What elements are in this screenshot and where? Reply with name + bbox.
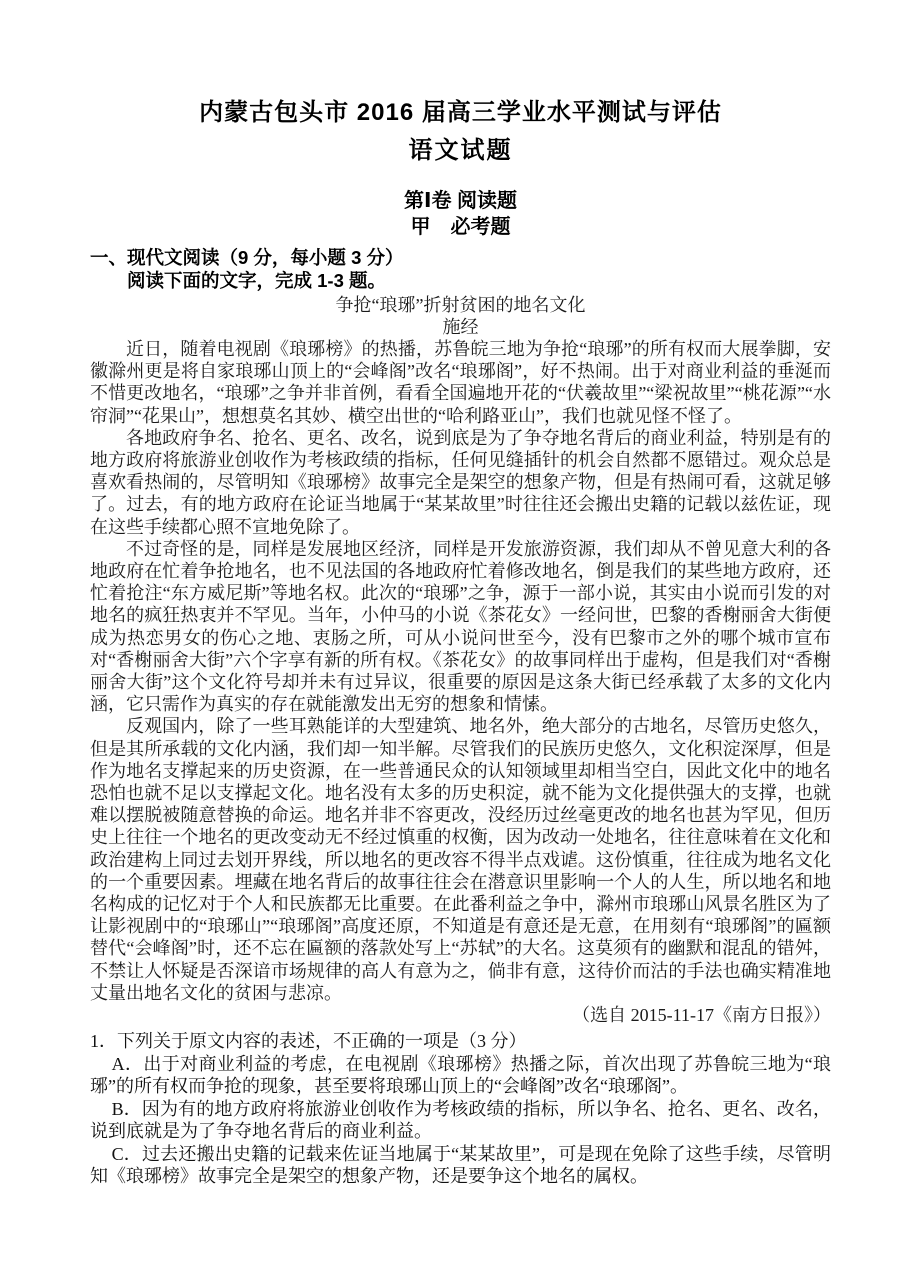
article-paragraph-4: 反观国内，除了一些耳熟能详的大型建筑、地名外，绝大部分的古地名，尽管历史悠久，但是其所承载的文化内涵，我们却一知半解。尽管我们的民族历史悠久，文化积淀深厚，但是作为地名支撑起来的历史资源，在一些普通民众的认知领域里却相当空白，因此文化中的地名恐怕也就不足以支撑起文化。地名没有太多的历史积淀，就不能为文化提供强大的支撑，也就难以摆脱被随意替换的命运。地名并非不容更改，没经历过丝毫更改的地名也甚为罕见，但历史上往往一个地名的更改变动无不经过慎重的权衡，因为改动一处地名，往往意味着在文化和政治建构上同过去划开界线，所以地名的更改容不得半点戏谑。这份慎重，往往成为地名文化的一个重要因素。埋藏在地名背后的故事往往会在潜意识里影响一个人的人生，所以地名和地名构成的记忆对于个人和民族都无比重要。在此番利益之争中，滁州市琅琊山风景名胜区为了让影视剧中的“琅琊山”“琅琊阁”高度还原，不知道是有意还是无意，在用刻有“琅琊阁”的匾额替代“会峰阁”时，还不忘在匾额的落款处写上“苏轼”的大名。这莫须有的幽默和混乱的错舛，不禁让人怀疑是否深谙市场规律的高人有意为之，倘非有意，这待价而沽的手法也确实精准地丈量出地名文化的贫困与悲凉。 xyxy=(90,716,831,1003)
part-one-heading: 一、现代文阅读（9 分，每小题 3 分） xyxy=(90,247,404,268)
source-citation: （选自 2015-11-17《南方日报》） xyxy=(572,1005,831,1026)
question-1-stem: 1．下列关于原文内容的表述，不正确的一项是（3 分） xyxy=(90,1031,527,1052)
doc-subtitle: 语文试题 xyxy=(408,137,513,164)
volume-heading: 第Ⅰ卷 阅读题 xyxy=(404,190,517,212)
section-heading: 甲 必考题 xyxy=(410,216,511,238)
page-title: 内蒙古包头市 2016 届高三学业水平测试与评估 xyxy=(199,99,722,126)
article-paragraph-2: 各地政府争名、抢名、更名、改名，说到底是为了争夺地名背后的商业利益，特别是有的地方政府将旅游业创收作为考核政绩的指标，任何见缝插针的机会自然都不愿错过。观众总是喜欢看热闹的，尽管明知《琅琊榜》故事完全是架空的想象产物，但是有热闹可看，这就足够了。过去，有的地方政府在论证当地属于“某某故里”时往往还会搬出史籍的记载以兹佐证，现在这些手续都心照不宣地免除了。 xyxy=(90,427,831,537)
article-paragraph-1: 近日，随着电视剧《琅琊榜》的热播，苏鲁皖三地为争抢“琅琊”的所有权而大展拳脚，安徽滁州更是将自家琅琊山顶上的“会峰阁”改名“琅琊阁”，好不热闹。出于对商业利益的垂涎而不惜更改地名，“琅琊”之争并非首例，看看全国遍地开花的“伏羲故里”“梁祝故里”“桃花源”“水帘洞”“花果山”，想想莫名其妙、横空出世的“哈利路亚山”，我们也就见怪不怪了。 xyxy=(90,339,831,426)
question-1-option-a: A．出于对商业利益的考虑，在电视剧《琅琊榜》热播之际，首次出现了苏鲁皖三地为“琅琊”的所有权而争抢的现象，甚至要将琅琊山顶上的“会峰阁”改名“琅琊阁”。 xyxy=(90,1053,831,1097)
question-1-option-b: B．因为有的地方政府将旅游业创收作为考核政绩的指标，所以争名、抢名、更名、改名，说到底就是为了争夺地名背后的商业利益。 xyxy=(90,1098,831,1142)
article-author: 施经 xyxy=(442,317,479,337)
article-title: 争抢“琅琊”折射贫困的地名文化 xyxy=(335,295,586,315)
reading-instruction: 阅读下面的文字，完成 1-3 题。 xyxy=(127,270,387,291)
article-paragraph-3: 不过奇怪的是，同样是发展地区经济，同样是开发旅游资源，我们却从不曾见意大利的各地政府在忙着争抢地名，也不见法国的各地政府忙着修改地名，倒是我们的某些地方政府，还忙着抢注“东方威尼斯”等地名权。此次的“琅琊”之争，源于一部小说，其实由小说而引发的对地名的疯狂热衷并不罕见。当年，小仲马的小说《茶花女》一经问世，巴黎的香榭丽舍大街便成为热恋男女的伤心之地、衷肠之所，可从小说问世至今，没有巴黎市之外的哪个城市宣布对“香榭丽舍大街”六个字享有新的所有权。《茶花女》的故事同样出于虚构，但是我们对“香榭丽舍大街”这个文化符号却并未有过异议，很重要的原因是这条大街已经承载了太多的文化内涵，它只需作为真实的存在就能激发出无穷的想象和情愫。 xyxy=(90,538,831,715)
question-1-option-c: C．过去还搬出史籍的记载来佐证当地属于“某某故里”，可是现在免除了这些手续，尽管明知《琅琊榜》故事完全是架空的想象产物，还是要争这个地名的属权。 xyxy=(90,1143,831,1187)
